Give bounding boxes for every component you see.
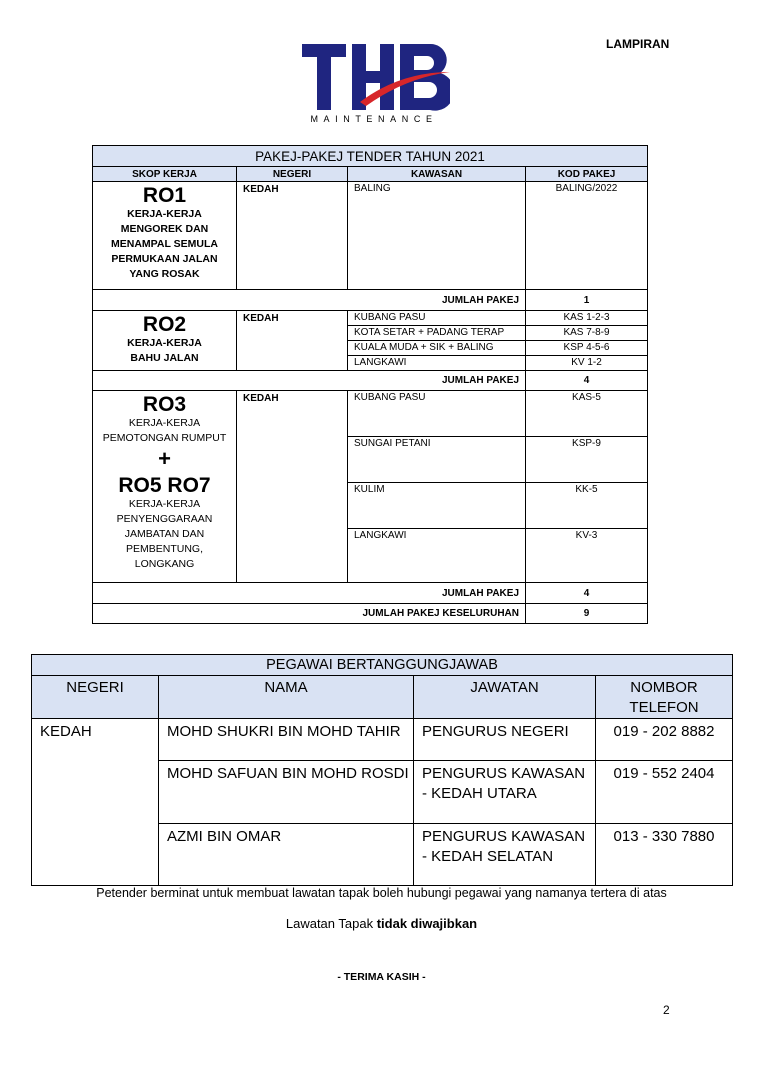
negeri-cell: KEDAH xyxy=(237,391,348,583)
negeri-cell: KEDAH xyxy=(32,719,159,886)
col-jawatan: JAWATAN xyxy=(414,676,596,719)
scope-cell xyxy=(93,391,237,583)
kawasan-cell: KUBANG PASU xyxy=(348,391,526,437)
total-label: JUMLAH PAKEJ xyxy=(93,290,526,311)
nama-cell: MOHD SAFUAN BIN MOHD ROSDI xyxy=(159,761,414,824)
col-nama: NAMA xyxy=(159,676,414,719)
scope-desc: KERJA-KERJA MENGOREK DAN MENAMPAL SEMULA PERMUKAAN JALAN YANG ROSAK xyxy=(111,208,218,280)
tender-header-row xyxy=(93,167,648,182)
telefon-cell: 019 - 202 8882 xyxy=(596,719,733,761)
col-telefon: NOMBOR TELEFON xyxy=(596,676,733,719)
officers-header-row xyxy=(32,676,733,719)
officers-title-row xyxy=(32,655,733,676)
total-value: 4 xyxy=(526,583,648,604)
grand-total-value: 9 xyxy=(526,604,648,624)
kod-cell: KV 1-2 xyxy=(526,356,648,371)
table-row xyxy=(93,311,648,326)
plus-sign: + xyxy=(158,446,171,471)
kod-cell: KV-3 xyxy=(526,529,648,583)
jawatan-cell: PENGURUS KAWASAN - KEDAH UTARA xyxy=(414,761,596,824)
col-negeri: NEGERI xyxy=(237,167,348,182)
total-row xyxy=(93,290,648,311)
kawasan-cell: KULIM xyxy=(348,483,526,529)
officers-table xyxy=(31,654,733,886)
kawasan-cell: KOTA SETAR + PADANG TERAP xyxy=(348,326,526,341)
total-value: 1 xyxy=(526,290,648,311)
col-kawasan: KAWASAN xyxy=(348,167,526,182)
kawasan-cell: LANGKAWI xyxy=(348,529,526,583)
nama-cell: MOHD SHUKRI BIN MOHD TAHIR xyxy=(159,719,414,761)
kod-cell: KSP 4-5-6 xyxy=(526,341,648,356)
site-visit-prefix: Lawatan Tapak xyxy=(285,916,374,931)
scope-desc: KERJA-KERJA BAHU JALAN xyxy=(127,337,202,364)
jawatan-cell: PENGURUS KAWASAN - KEDAH SELATAN xyxy=(414,824,596,886)
scope-code: RO3 xyxy=(142,393,187,416)
thanks-text: - TERIMA KASIH - xyxy=(337,971,426,983)
col-negeri: NEGERI xyxy=(32,676,159,719)
kawasan-cell: SUNGAI PETANI xyxy=(348,437,526,483)
total-label: JUMLAH PAKEJ xyxy=(93,583,526,604)
scope-code: RO1 xyxy=(142,184,187,207)
col-kod-pakej: KOD PAKEJ xyxy=(526,167,648,182)
contact-note: Petender berminat untuk membuat lawatan tapak boleh hubungi pegawai yang namanya tertera di atas xyxy=(96,886,667,900)
table-row xyxy=(32,719,733,761)
table-row xyxy=(93,391,648,437)
scope-code: RO2 xyxy=(142,313,187,336)
total-value: 4 xyxy=(526,371,648,391)
site-visit-emphasis: tidak diwajibkan xyxy=(376,916,478,931)
negeri-cell: KEDAH xyxy=(237,182,348,290)
scope-desc: KERJA-KERJA PEMOTONGAN RUMPUT xyxy=(102,417,227,444)
lampiran-label: LAMPIRAN xyxy=(606,37,670,51)
page-number: 2 xyxy=(663,1003,670,1017)
kod-cell: KK-5 xyxy=(526,483,648,529)
kod-cell: BALING/2022 xyxy=(526,182,648,290)
kod-cell: KAS-5 xyxy=(526,391,648,437)
kod-cell: KAS 1-2-3 xyxy=(526,311,648,326)
kawasan-cell: BALING xyxy=(348,182,526,290)
kod-cell: KAS 7-8-9 xyxy=(526,326,648,341)
scope-cell xyxy=(93,311,237,371)
tender-title-row xyxy=(93,146,648,167)
col-skop-kerja: SKOP KERJA xyxy=(93,167,237,182)
table-row xyxy=(93,182,648,290)
nama-cell: AZMI BIN OMAR xyxy=(159,824,414,886)
site-visit-note xyxy=(31,916,732,931)
kawasan-cell: KUALA MUDA + SIK + BALING xyxy=(348,341,526,356)
scope-code-2: RO5 RO7 xyxy=(118,474,211,497)
grand-total-row xyxy=(93,604,648,624)
grand-total-label: JUMLAH PAKEJ KESELURUHAN xyxy=(93,604,526,624)
jawatan-cell: PENGURUS NEGERI xyxy=(414,719,596,761)
telefon-cell: 013 - 330 7880 xyxy=(596,824,733,886)
tender-title: PAKEJ-PAKEJ TENDER TAHUN 2021 xyxy=(93,146,648,167)
officers-title: PEGAWAI BERTANGGUNGJAWAB xyxy=(32,655,733,676)
tender-packages-table xyxy=(92,145,648,624)
scope-cell xyxy=(93,182,237,290)
negeri-cell: KEDAH xyxy=(237,311,348,371)
total-label: JUMLAH PAKEJ xyxy=(93,371,526,391)
total-row xyxy=(93,371,648,391)
telefon-cell: 019 - 552 2404 xyxy=(596,761,733,824)
scope-desc-2: KERJA-KERJA PENYENGGARAAN JAMBATAN DAN PEMBENTUNG, LONGKANG xyxy=(116,498,213,570)
kawasan-cell: KUBANG PASU xyxy=(348,311,526,326)
kawasan-cell: LANGKAWI xyxy=(348,356,526,371)
logo-letters xyxy=(302,44,450,111)
total-row xyxy=(93,583,648,604)
logo-subtitle: MAINTENANCE xyxy=(310,114,438,124)
kod-cell: KSP-9 xyxy=(526,437,648,483)
